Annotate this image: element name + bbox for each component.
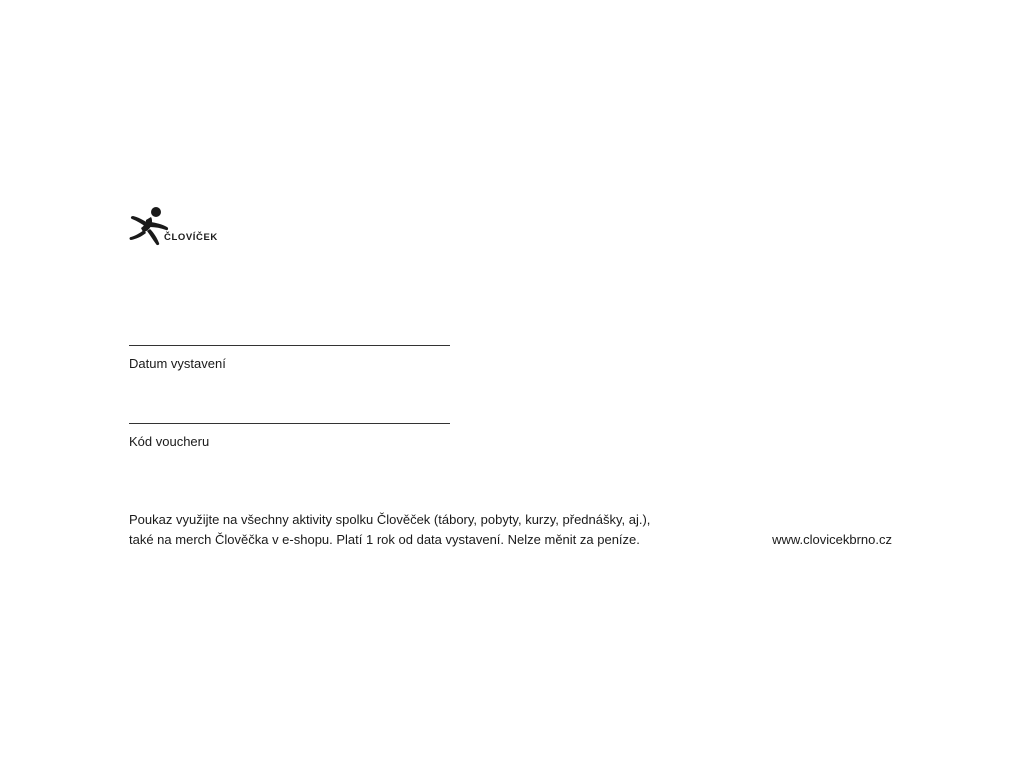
website-url: www.clovicekbrno.cz xyxy=(772,532,892,547)
voucher-terms xyxy=(129,510,729,550)
terms-line-1: Poukaz využijte na všechny aktivity spolku Člověček (tábory, pobyty, kurzy, přednášky, aj.), xyxy=(129,512,651,527)
issue-date-label: Datum vystavení xyxy=(129,356,226,371)
voucher-code-field xyxy=(129,423,450,449)
voucher-code-line xyxy=(129,423,450,424)
brand-name: ČLOVÍČEK xyxy=(164,232,218,243)
voucher-code-label: Kód voucheru xyxy=(129,434,210,449)
brand-logo xyxy=(129,206,229,250)
issue-date-field xyxy=(129,345,450,371)
terms-line-2: také na merch Člověčka v e-shopu. Platí 1 rok od data vystavení. Nelze měnit za peníze. xyxy=(129,532,640,547)
issue-date-line xyxy=(129,345,450,346)
